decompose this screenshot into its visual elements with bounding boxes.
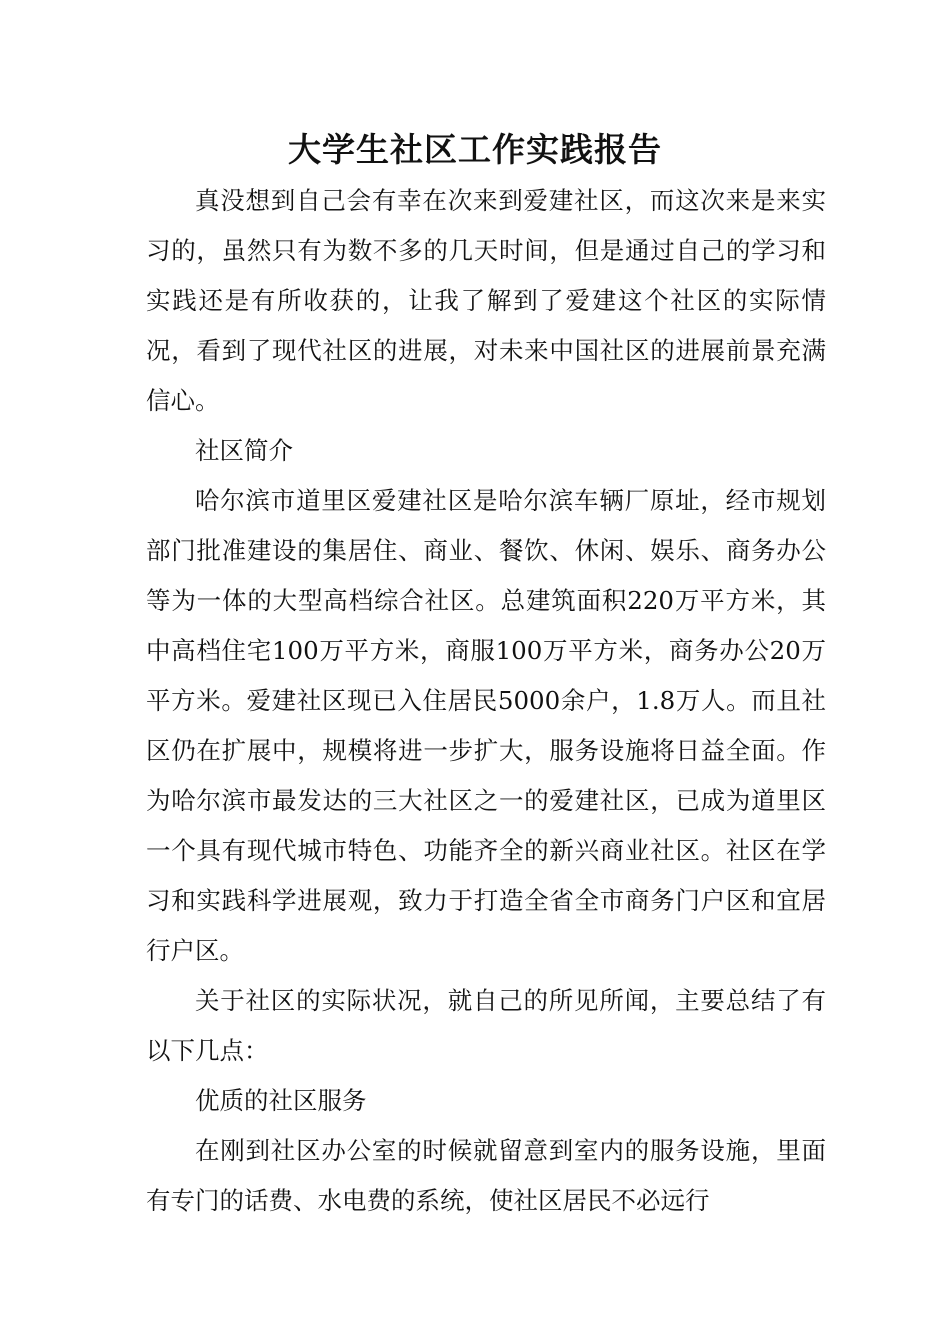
document-title: 大学生社区工作实践报告 [288,130,662,169]
section-heading-community-intro: 社区简介 [195,436,293,465]
paragraph-summary-lead: 关于社区的实际状况，就自己的所见所闻，主要总结了有以下几点： [146,986,826,1065]
section-heading-quality-service: 优质的社区服务 [195,1086,367,1115]
document-body [146,176,826,1226]
paragraph-community-overview: 哈尔滨市道里区爱建社区是哈尔滨车辆厂原址，经市规划部门批准建设的集居住、商业、餐饮、休闲、娱乐、商务办公等为一体的大型高档综合社区。总建筑面积220万平方米，其中高档住宅100万平方米，商服100万平方米，商务办公20万平方米。爱建社区现已入住居民5000余户，1.8万人。而且社区仍在扩展中，规模将进一步扩大，服务设施将日益全面。作为哈尔滨市最发达的三大社区之一的爱建社区，已成为道里区一个具有现代城市特色、功能齐全的新兴商业社区。社区在学习和实践科学进展观，致力于打造全省全市商务门户区和宜居行户区。 [146,486,826,965]
paragraph-service-facilities: 在刚到社区办公室的时候就留意到室内的服务设施，里面有专门的话费、水电费的系统，使社区居民不必远行 [146,1136,826,1215]
paragraph-intro: 真没想到自己会有幸在次来到爱建社区，而这次来是来实习的，虽然只有为数不多的几天时间，但是通过自己的学习和实践还是有所收获的，让我了解到了爱建这个社区的实际情况，看到了现代社区的进展，对未来中国社区的进展前景充满信心。 [146,186,826,415]
